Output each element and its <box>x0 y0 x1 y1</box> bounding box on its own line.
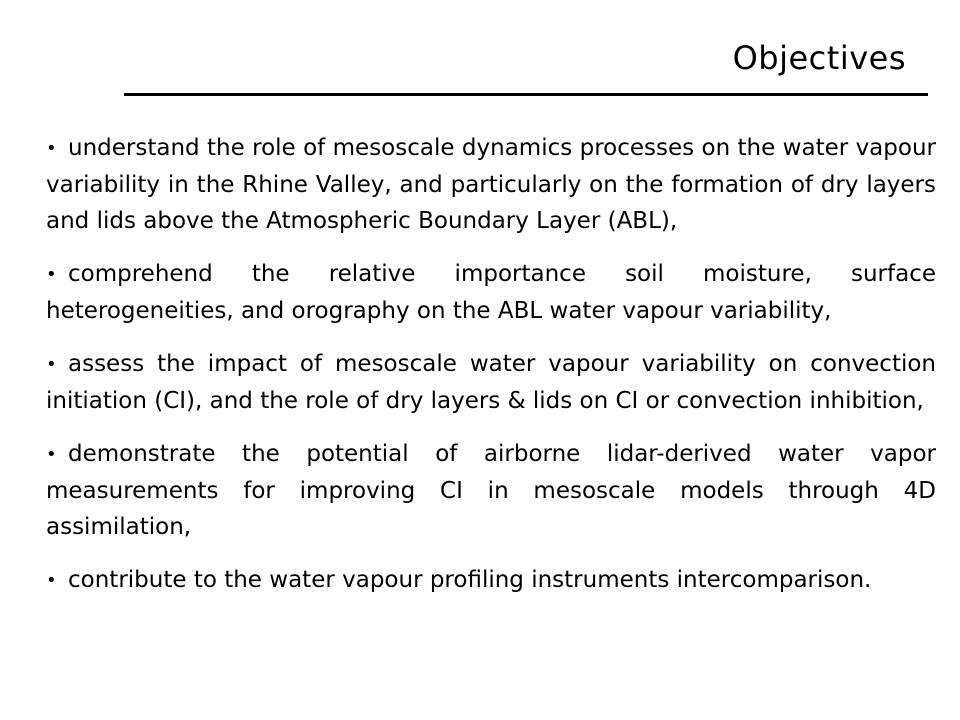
slide-title: Objectives <box>732 39 906 77</box>
bullet-text: demonstrate the potential of airborne lidar-derived water vapor measurements for improving CI in mesoscale models through 4D assimilation, <box>46 441 936 540</box>
list-item <box>46 562 936 599</box>
bullet-text: comprehend the relative importance soil moisture, surface heterogeneities, and orography on the ABL water vapour variability, <box>46 261 936 324</box>
bullet-icon: • <box>46 444 57 465</box>
bullet-icon: • <box>46 570 57 591</box>
bullet-text: contribute to the water vapour profiling instruments intercomparison. <box>68 567 872 593</box>
bullet-icon: • <box>46 264 57 285</box>
list-item <box>46 436 936 545</box>
bullet-icon: • <box>46 354 57 375</box>
bullet-text: understand the role of mesoscale dynamics processes on the water vapour variability in the Rhine Valley, and particularly on the formation of dry layers and lids above the Atmospheric Boundary Layer (ABL), <box>46 135 936 234</box>
list-item <box>46 256 936 329</box>
bullet-text: assess the impact of mesoscale water vapour variability on convection initiation (CI), and the role of dry layers & lids on CI or convection inhibition, <box>46 351 936 414</box>
bullet-icon: • <box>46 138 57 159</box>
list-item <box>46 346 936 419</box>
title-underline <box>124 93 928 96</box>
objectives-list <box>46 130 936 616</box>
list-item <box>46 130 936 239</box>
